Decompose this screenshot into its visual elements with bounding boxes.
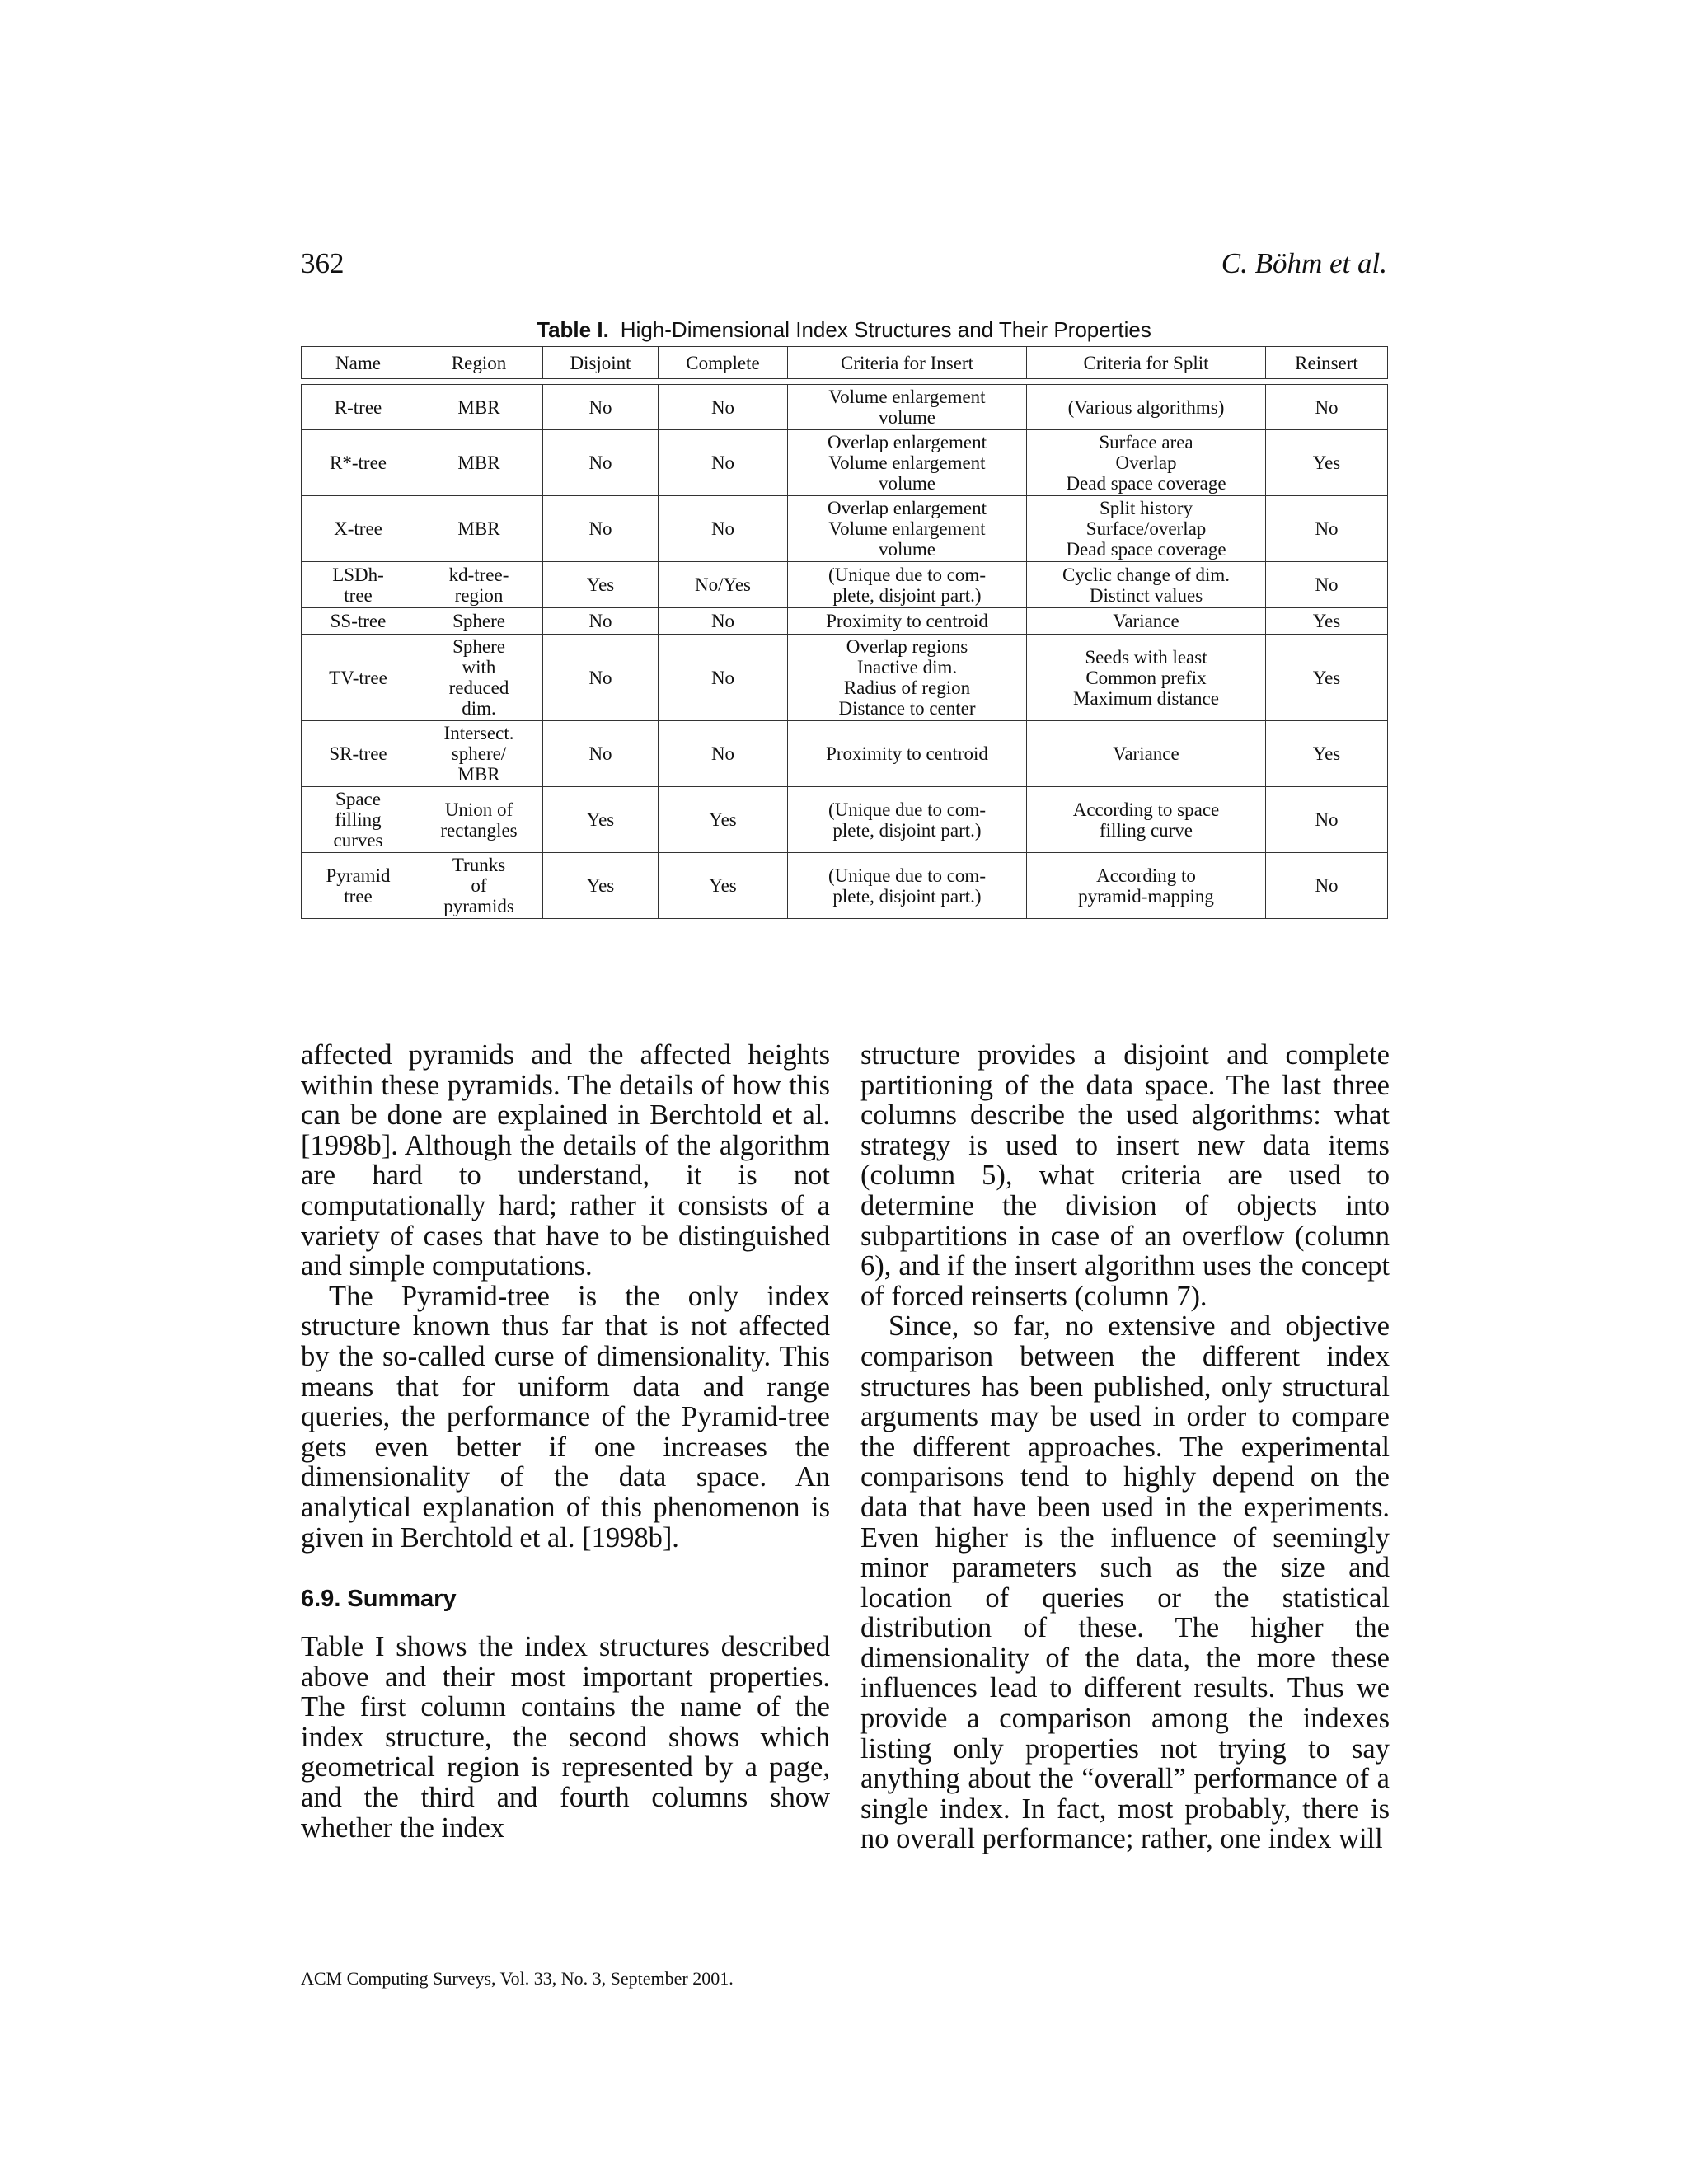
cell-line: Proximity to centroid — [826, 611, 988, 631]
table-row — [302, 853, 1388, 919]
table-row — [302, 635, 1388, 721]
cell-line: rectangles — [440, 819, 518, 841]
cell-line: tree — [344, 584, 373, 606]
cell-split — [1027, 787, 1266, 853]
table-row — [302, 496, 1388, 562]
cell-line: X-tree — [334, 518, 382, 539]
cell-complete: No — [659, 430, 788, 496]
cell-region — [415, 635, 543, 721]
cell-line: plete, disjoint part.) — [832, 584, 982, 606]
cell-region — [415, 562, 543, 608]
cell-line: Distinct values — [1089, 584, 1203, 606]
cell-line: Radius of region — [843, 677, 971, 698]
cell-split — [1027, 608, 1266, 635]
cell-line: Overlap regions — [846, 636, 968, 657]
cell-line: R*-tree — [330, 452, 387, 473]
cell-line: R-tree — [334, 396, 382, 418]
running-head: C. Böhm et al. — [1221, 247, 1387, 279]
cell-split — [1027, 496, 1266, 562]
cell-line: (Various algorithms) — [1067, 396, 1225, 418]
table-row — [302, 787, 1388, 853]
cell-split — [1027, 721, 1266, 787]
cell-line: MBR — [457, 396, 500, 418]
cell-line: Volume enlargement — [828, 518, 986, 539]
cell-insert — [788, 430, 1027, 496]
cell-disjoint: Yes — [543, 853, 659, 919]
cell-line: Trunks — [452, 855, 506, 875]
cell-disjoint: No — [543, 385, 659, 430]
cell-line: volume — [879, 539, 935, 560]
cell-reinsert: No — [1266, 496, 1388, 562]
cell-split — [1027, 635, 1266, 721]
cell-line: Sphere — [452, 636, 505, 657]
cell-reinsert: No — [1266, 562, 1388, 608]
cell-disjoint: No — [543, 635, 659, 721]
cell-name — [302, 787, 415, 853]
cell-line: plete, disjoint part.) — [832, 885, 982, 907]
cell-reinsert: No — [1266, 853, 1388, 919]
cell-disjoint: No — [543, 496, 659, 562]
column-header: Reinsert — [1266, 347, 1388, 379]
cell-name — [302, 562, 415, 608]
table-row — [302, 721, 1388, 787]
cell-region — [415, 787, 543, 853]
cell-disjoint: No — [543, 721, 659, 787]
cell-line: Variance — [1113, 743, 1179, 764]
cell-complete: No — [659, 608, 788, 635]
cell-line: Dead space coverage — [1066, 539, 1226, 560]
cell-split — [1027, 562, 1266, 608]
column-header: Disjoint — [543, 347, 659, 379]
cell-line: Intersect. — [443, 723, 514, 743]
cell-line: Seeds with least — [1085, 646, 1207, 668]
cell-reinsert: Yes — [1266, 430, 1388, 496]
cell-split — [1027, 853, 1266, 919]
cell-line: According to — [1096, 865, 1196, 886]
cell-line: SS-tree — [330, 611, 387, 631]
cell-complete: No — [659, 385, 788, 430]
section-heading: 6.9. Summary — [301, 1586, 457, 1613]
cell-line: (Unique due to com- — [828, 865, 986, 886]
table-row — [302, 562, 1388, 608]
cell-reinsert: Yes — [1266, 721, 1388, 787]
cell-region — [415, 496, 543, 562]
cell-line: volume — [879, 473, 935, 494]
cell-reinsert: No — [1266, 385, 1388, 430]
cell-insert — [788, 635, 1027, 721]
column-header: Complete — [659, 347, 788, 379]
table-row — [302, 430, 1388, 496]
table-row — [302, 608, 1388, 635]
cell-name — [302, 430, 415, 496]
cell-line: filling — [335, 809, 382, 830]
paragraph: Since, so far, no extensive and objective comparison between the different index structures has been published, only structural arguments may be used in order to compare the different approaches. The experimental comparisons tend to highly depend on the data that have been used in the experiments. Even higher is the influence of seemingly minor parameters such as the size and location of queries or the statistical distribution of these. The higher the dimensionality of the data, the more these influences lead to different results. Thus we provide a comparison among the indexes listing only properties not trying to say anything about the “overall” performance of a single index. In fact, most probably, there is no overall performance; rather, one index will — [860, 1310, 1390, 1855]
cell-region — [415, 430, 543, 496]
cell-line: (Unique due to com- — [828, 799, 986, 820]
cell-line: Distance to center — [838, 698, 976, 719]
cell-line: MBR — [457, 452, 500, 473]
table-title: High-Dimensional Index Structures and Their Properties — [620, 317, 1151, 342]
cell-line: Maximum distance — [1073, 687, 1219, 709]
cell-disjoint: No — [543, 430, 659, 496]
table-header-row — [302, 347, 1388, 379]
paragraph: Table I shows the index structures described above and their most important properties. The first column contains the name of the index structure, the second shows which geometrical region is represented by a page, and the third and fourth columns show whether the index — [301, 1631, 830, 1844]
cell-line: SR-tree — [329, 743, 387, 764]
cell-line: Split history — [1099, 498, 1193, 518]
cell-line: According to space — [1072, 799, 1220, 820]
cell-name — [302, 496, 415, 562]
table-body — [302, 379, 1388, 919]
cell-line: MBR — [457, 764, 500, 785]
cell-region — [415, 385, 543, 430]
cell-line: volume — [879, 407, 935, 428]
cell-disjoint: Yes — [543, 787, 659, 853]
cell-line: Surface area — [1099, 432, 1193, 452]
cell-line: Dead space coverage — [1066, 473, 1226, 494]
cell-line: Proximity to centroid — [826, 743, 988, 764]
cell-line: Overlap enlargement — [827, 498, 987, 518]
cell-insert — [788, 562, 1027, 608]
table-label: Table I. — [537, 317, 609, 342]
cell-name — [302, 635, 415, 721]
cell-line: Pyramid — [326, 865, 391, 886]
cell-split — [1027, 430, 1266, 496]
cell-line: pyramid-mapping — [1078, 885, 1214, 907]
cell-line: Space — [335, 789, 381, 809]
cell-line: reduced — [448, 677, 509, 698]
cell-reinsert: Yes — [1266, 635, 1388, 721]
cell-line: filling curve — [1099, 819, 1193, 841]
left-column — [301, 1040, 830, 1843]
column-header: Region — [415, 347, 543, 379]
cell-line: Surface/overlap — [1085, 518, 1207, 539]
cell-line: Volume enlargement — [828, 452, 986, 473]
cell-line: with — [462, 657, 496, 677]
cell-split — [1027, 385, 1266, 430]
cell-region — [415, 721, 543, 787]
cell-line: Overlap — [1115, 452, 1177, 473]
cell-line: plete, disjoint part.) — [832, 819, 982, 841]
cell-line: Overlap enlargement — [827, 432, 987, 452]
cell-insert — [788, 496, 1027, 562]
cell-line: (Unique due to com- — [828, 564, 986, 585]
cell-insert — [788, 853, 1027, 919]
cell-insert — [788, 721, 1027, 787]
cell-line: of — [471, 875, 487, 896]
table-row — [302, 385, 1388, 430]
cell-complete: No/Yes — [659, 562, 788, 608]
cell-line: Variance — [1113, 611, 1179, 631]
cell-line: Volume enlargement — [828, 387, 986, 407]
cell-name — [302, 853, 415, 919]
cell-complete: No — [659, 635, 788, 721]
cell-line: tree — [344, 885, 373, 907]
cell-complete: No — [659, 496, 788, 562]
cell-insert — [788, 385, 1027, 430]
cell-complete: Yes — [659, 787, 788, 853]
journal-footer: ACM Computing Surveys, Vol. 33, No. 3, September 2001. — [301, 1968, 734, 1989]
right-column — [860, 1040, 1390, 1854]
cell-complete: Yes — [659, 853, 788, 919]
index-structures-table — [301, 346, 1388, 919]
cell-line: Union of — [444, 799, 513, 820]
cell-line: sphere/ — [451, 743, 507, 764]
cell-insert — [788, 608, 1027, 635]
cell-line: MBR — [457, 518, 500, 539]
column-header: Criteria for Insert — [788, 347, 1027, 379]
cell-line: curves — [333, 830, 383, 851]
cell-line: dim. — [462, 698, 496, 719]
page-number: 362 — [301, 247, 345, 279]
cell-line: Inactive dim. — [856, 657, 958, 677]
table-caption — [301, 317, 1387, 343]
cell-region — [415, 608, 543, 635]
cell-insert — [788, 787, 1027, 853]
paragraph: The Pyramid-tree is the only index structure known thus far that is not affected by the so-called curse of dimensionality. This means that for uniform data and range queries, the performance of the Pyramid-tree gets even better if one increases the dimensionality of the data space. An analytical explanation of this phenomenon is given in Berchtold et al. [1998b]. — [301, 1280, 830, 1554]
cell-name — [302, 721, 415, 787]
column-header: Name — [302, 347, 415, 379]
cell-line: Sphere — [452, 611, 505, 631]
cell-reinsert: No — [1266, 787, 1388, 853]
paragraph: affected pyramids and the affected heights within these pyramids. The details of how this can be done are explained in Berchtold et al. [1998b]. Although the details of the algorithm are hard to understand, it is not computationally hard; rather it consists of a variety of cases that have to be distinguished and simple computations. — [301, 1039, 830, 1282]
cell-reinsert: Yes — [1266, 608, 1388, 635]
cell-line: Cyclic change of dim. — [1062, 564, 1231, 585]
cell-line: LSDh- — [332, 564, 384, 585]
cell-region — [415, 853, 543, 919]
cell-line: kd-tree- — [448, 564, 509, 585]
cell-line: Common prefix — [1085, 667, 1207, 688]
cell-line: region — [454, 584, 504, 606]
cell-line: pyramids — [443, 896, 514, 916]
paragraph: structure provides a disjoint and complete partitioning of the data space. The last three columns describe the used algorithms: what strategy is used to insert new data items (column 5), what criteria are used to determine the division of objects into subpartitions in case of an overflow (column 6), and if the insert algorithm uses the concept of forced reinserts (column 7). — [860, 1039, 1390, 1312]
cell-disjoint: No — [543, 608, 659, 635]
cell-disjoint: Yes — [543, 562, 659, 608]
cell-line: TV-tree — [329, 667, 387, 688]
cell-name — [302, 608, 415, 635]
cell-name — [302, 385, 415, 430]
column-header: Criteria for Split — [1027, 347, 1266, 379]
cell-complete: No — [659, 721, 788, 787]
